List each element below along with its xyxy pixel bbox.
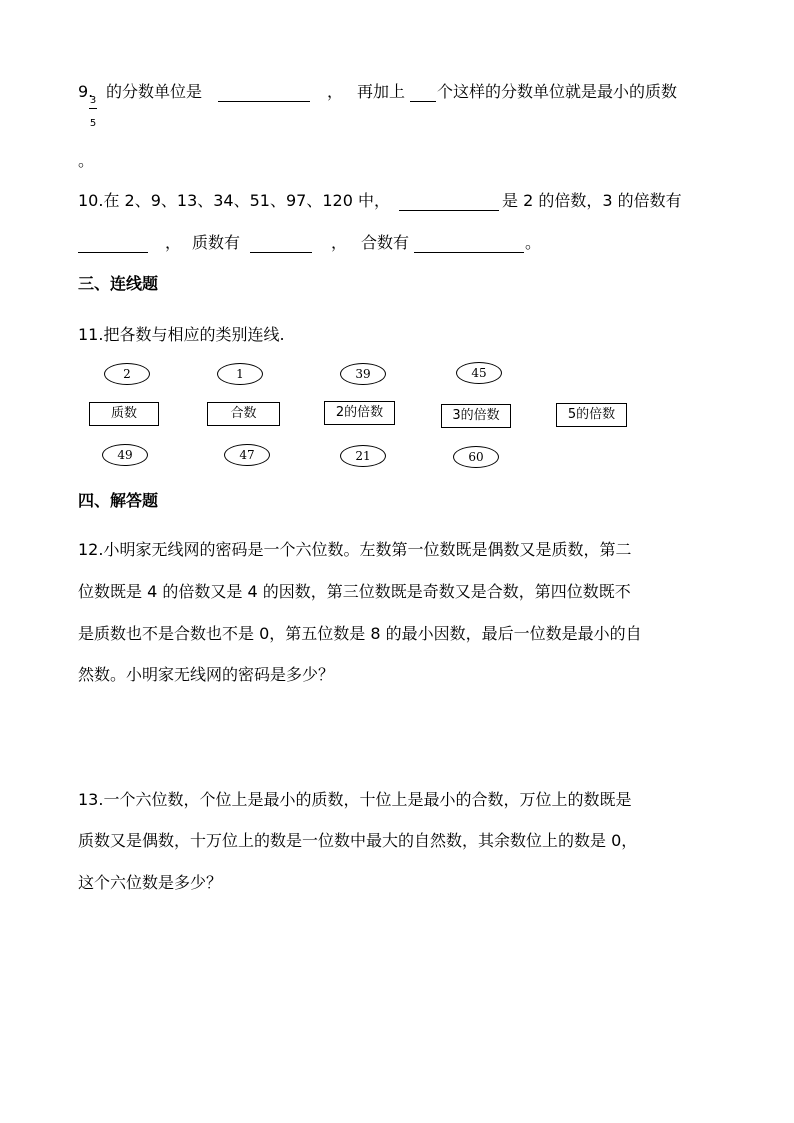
q12-line: 位数既是 4 的倍数又是 4 的因数，第三位数既是奇数又是合数，第四位数既不 xyxy=(78,582,631,601)
q13-line: 13.一个六位数，个位上是最小的质数，十位上是最小的合数，万位上的数既是 xyxy=(78,790,632,809)
answer-blank[interactable] xyxy=(410,85,436,102)
number-oval[interactable]: 49 xyxy=(102,444,148,466)
period: 。 xyxy=(78,151,95,170)
number-oval[interactable]: 21 xyxy=(340,445,386,467)
number-oval[interactable]: 47 xyxy=(224,444,270,466)
number-oval[interactable]: 60 xyxy=(453,446,499,468)
q9-text-a: 的分数单位是 xyxy=(106,82,203,101)
fraction-denominator: 5 xyxy=(89,118,97,129)
q9-text-b: 再加上 xyxy=(357,82,406,101)
answer-blank[interactable] xyxy=(78,236,148,253)
comma: ， xyxy=(331,233,348,252)
answer-blank[interactable] xyxy=(250,236,312,253)
q12-line: 12.小明家无线网的密码是一个六位数。左数第一位数既是偶数又是质数，第二 xyxy=(78,540,632,559)
q13-line: 质数又是偶数，十万位上的数是一位数中最大的自然数，其余数位上的数是 0， xyxy=(78,831,638,850)
answer-blank[interactable] xyxy=(218,85,310,102)
question-11-text: 11.把各数与相应的类别连线. xyxy=(78,325,285,344)
category-box[interactable]: 3的倍数 xyxy=(441,404,511,428)
number-oval[interactable]: 1 xyxy=(217,363,263,385)
category-box[interactable]: 合数 xyxy=(207,402,280,426)
q10-text-a: 10.在 2、9、13、34、51、97、120 中， xyxy=(78,191,390,210)
answer-blank[interactable] xyxy=(414,236,524,253)
prime-label: 质数有 xyxy=(192,233,241,252)
fraction-numerator: 3 xyxy=(89,95,97,106)
comma: ， xyxy=(165,233,182,252)
q13-line: 这个六位数是多少？ xyxy=(78,873,223,892)
answer-blank[interactable] xyxy=(399,194,499,211)
category-box[interactable]: 2的倍数 xyxy=(324,401,395,425)
number-oval[interactable]: 39 xyxy=(340,363,386,385)
question-number: 9. xyxy=(78,82,94,101)
category-box[interactable]: 5的倍数 xyxy=(556,403,627,427)
composite-label: 合数有 xyxy=(361,233,410,252)
q10-text-b: 是 2 的倍数，3 的倍数有 xyxy=(502,191,682,210)
q9-text-c: 个这样的分数单位就是最小的质数 xyxy=(437,82,678,101)
number-oval[interactable]: 45 xyxy=(456,362,502,384)
fraction-bar xyxy=(89,108,97,109)
period: 。 xyxy=(525,233,542,252)
comma: ， xyxy=(327,82,344,101)
section-heading: 四、解答题 xyxy=(78,491,159,510)
q12-line: 是质数也不是合数也不是 0，第五位数是 8 的最小因数，最后一位数是最小的自 xyxy=(78,624,642,643)
q12-line: 然数。小明家无线网的密码是多少？ xyxy=(78,665,335,684)
number-oval[interactable]: 2 xyxy=(104,363,150,385)
category-box[interactable]: 质数 xyxy=(89,402,159,426)
section-heading: 三、连线题 xyxy=(78,274,159,293)
